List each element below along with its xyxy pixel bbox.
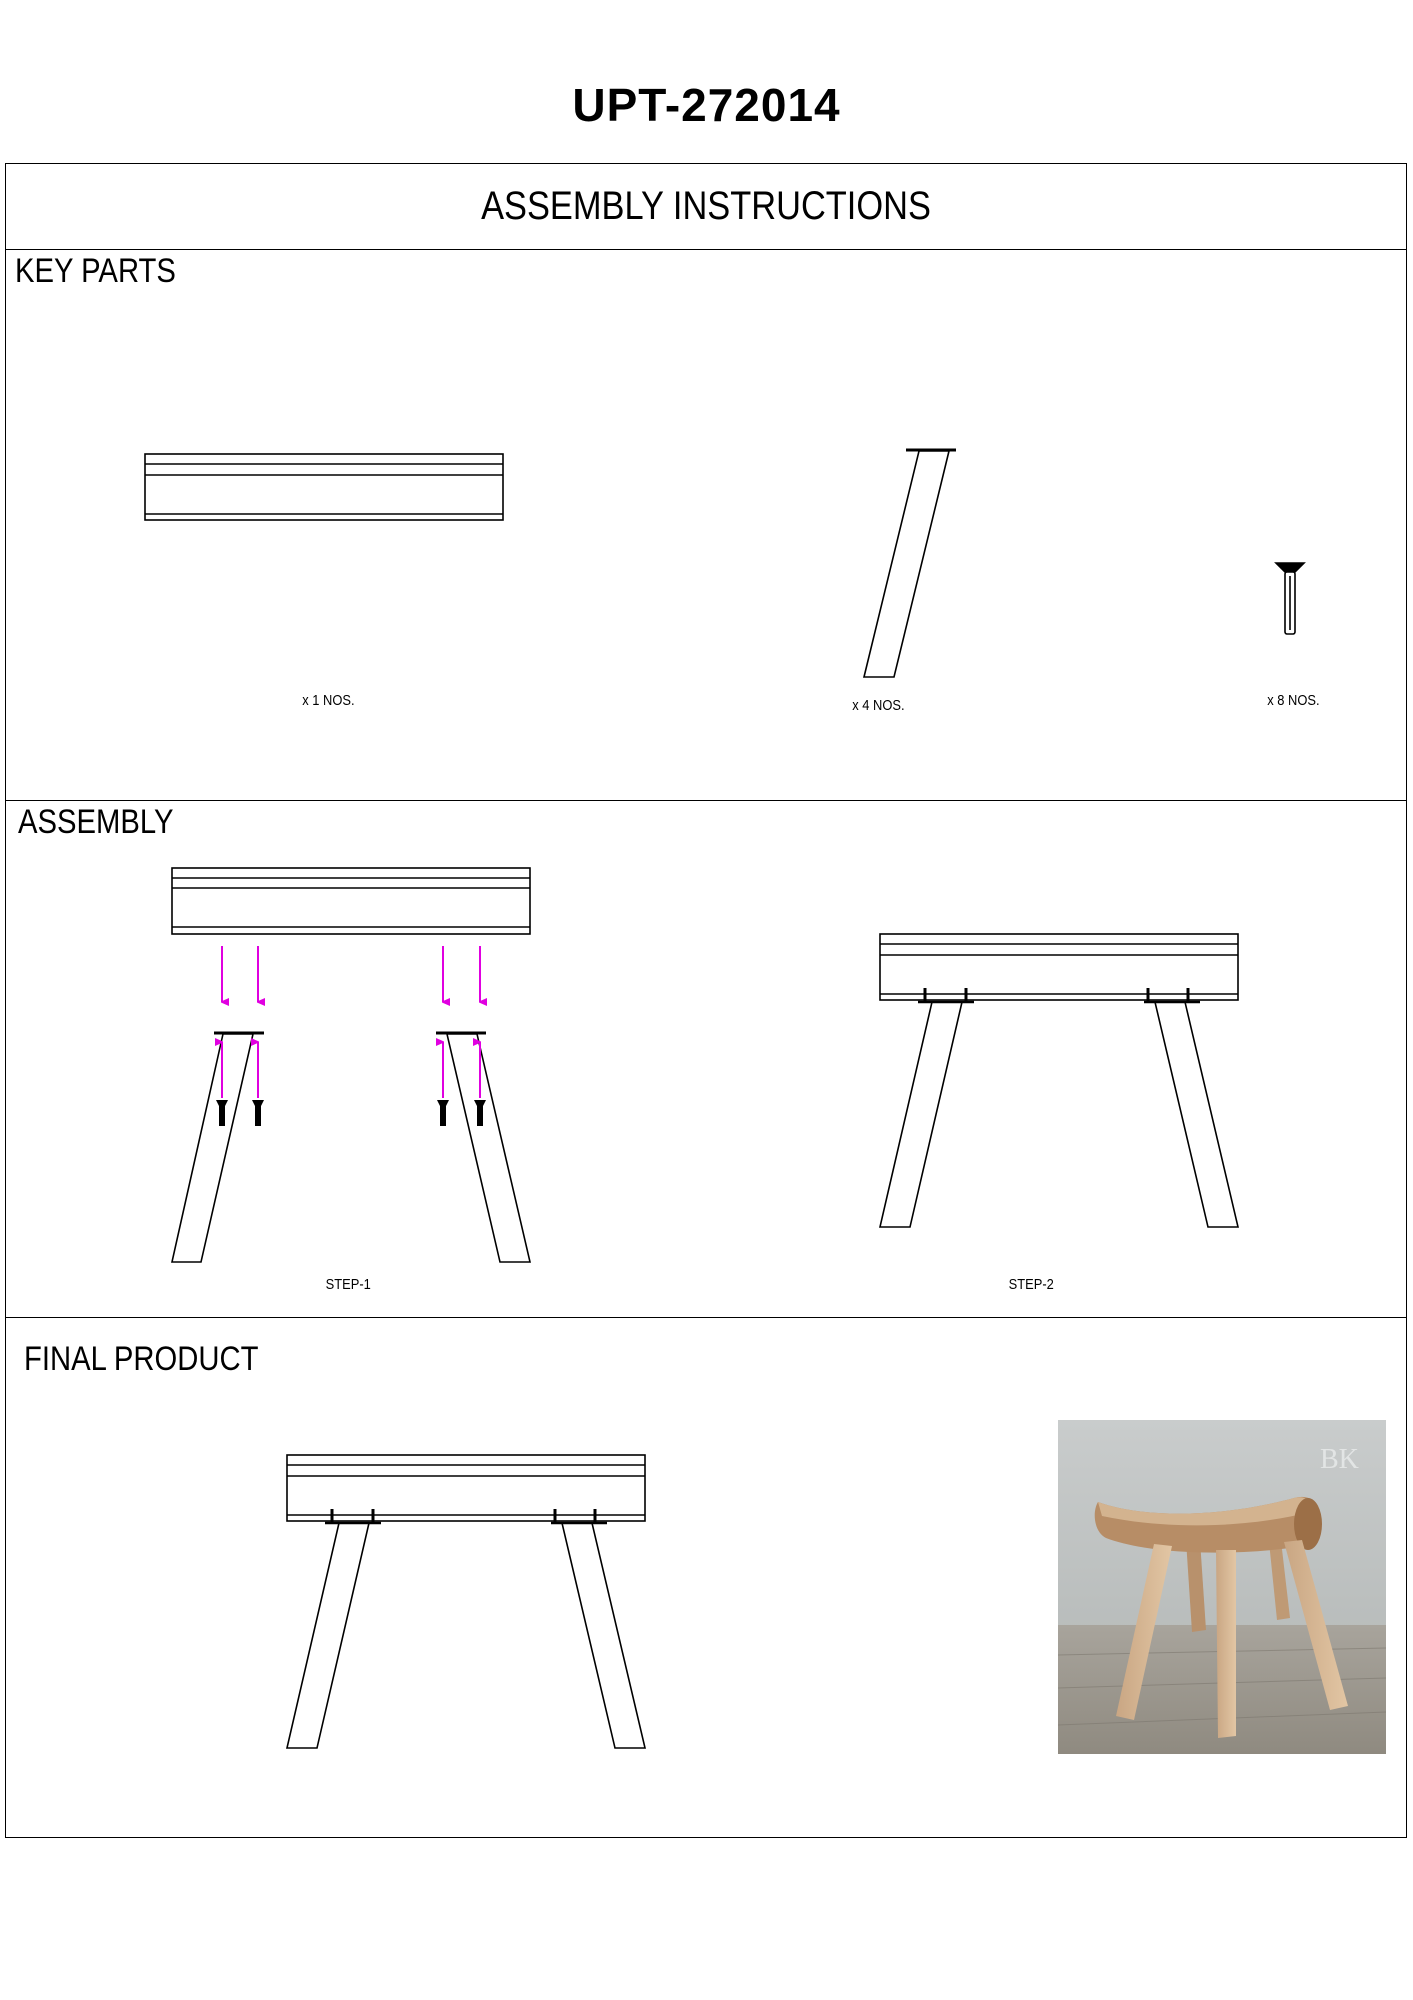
photo-watermark: BK [1320,1444,1359,1475]
leg-quantity: x 4 NOS. [852,697,905,714]
stool-photo-illustration [1058,1420,1386,1754]
step-2-label: STEP-2 [1008,1276,1054,1293]
key-parts-label: KEY PARTS [15,252,176,290]
final-product-label: FINAL PRODUCT [24,1340,259,1378]
document-code: UPT-272014 [572,79,841,131]
screw-quantity: x 8 NOS. [1267,692,1320,709]
sheet-heading: ASSEMBLY INSTRUCTIONS [481,184,931,228]
step-1-label: STEP-1 [325,1276,371,1293]
product-photo [1058,1420,1386,1754]
assembly-label: ASSEMBLY [18,803,174,841]
seat-quantity: x 1 NOS. [302,692,355,709]
